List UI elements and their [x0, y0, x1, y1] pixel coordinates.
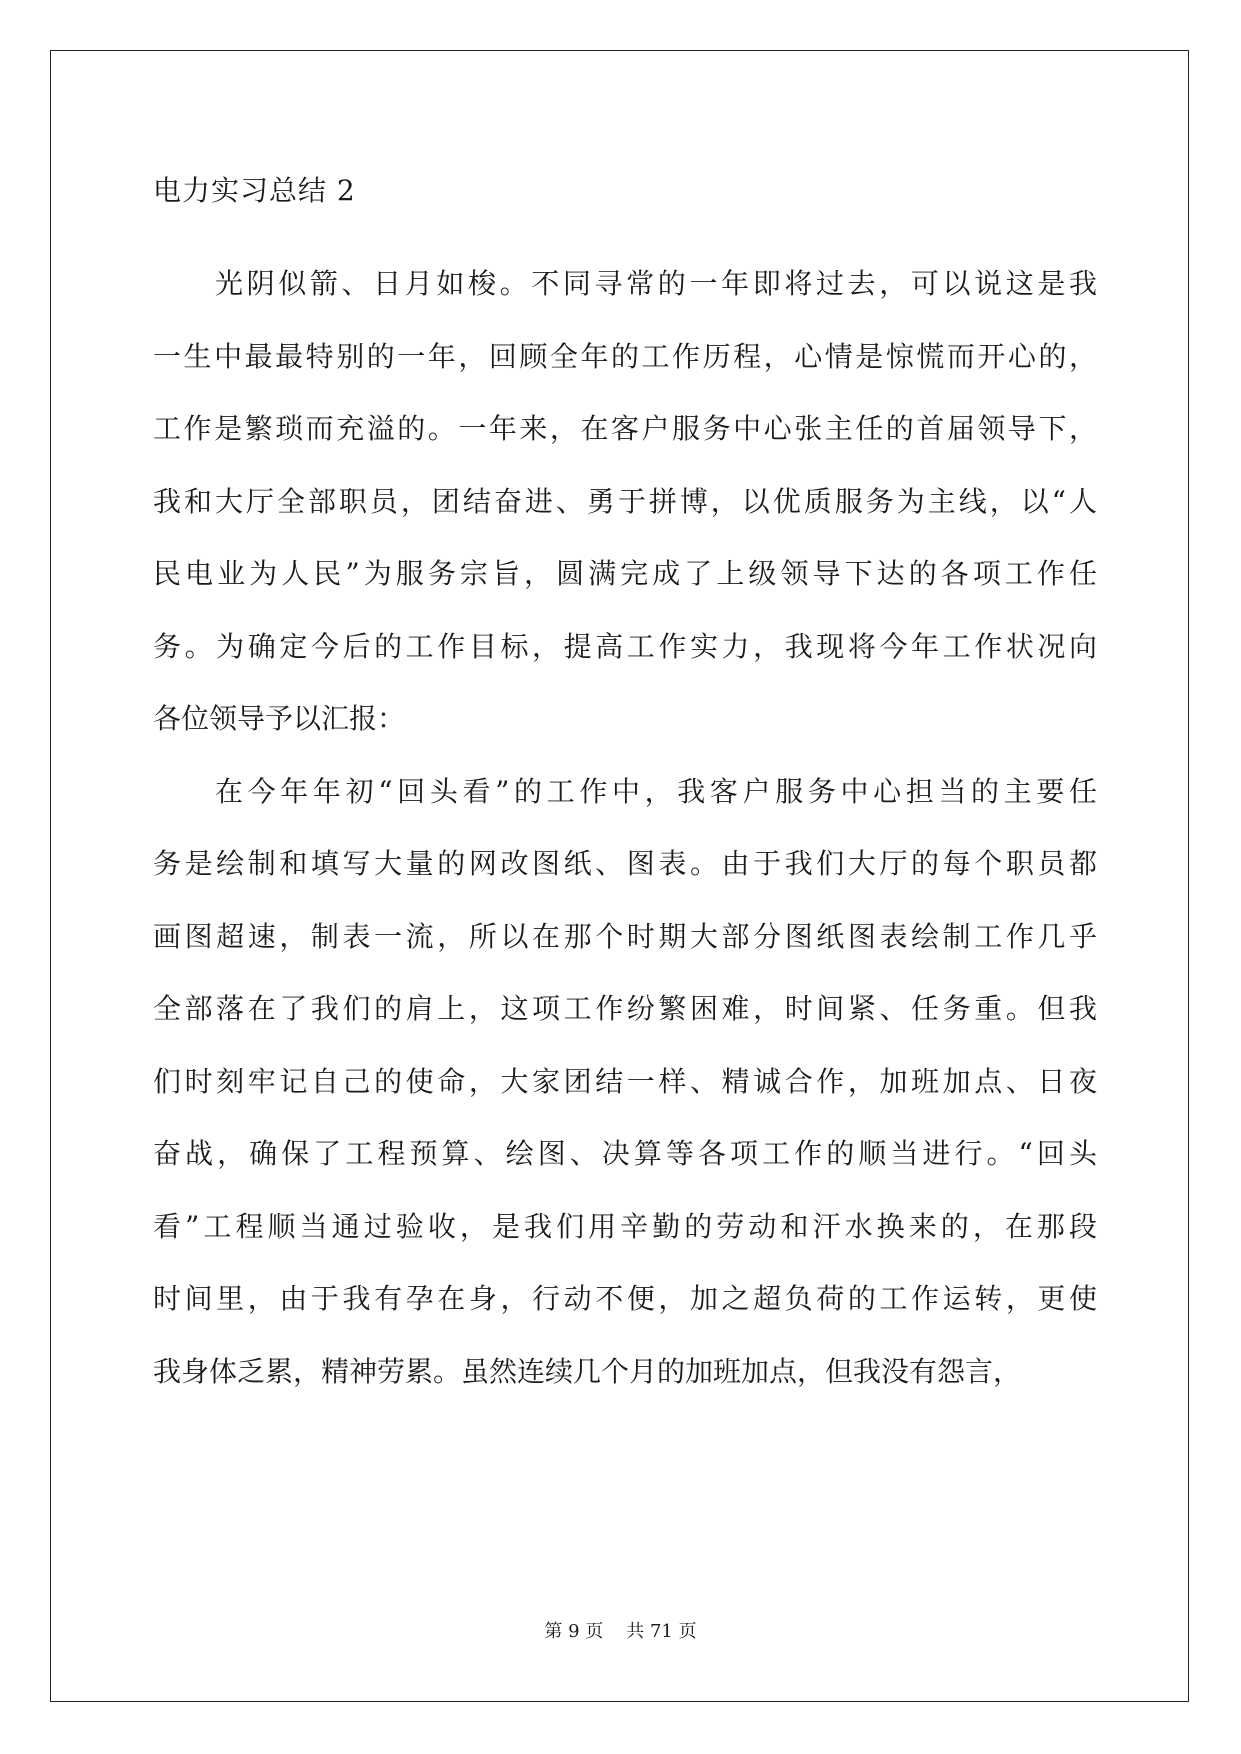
- page-number: 第 9 页: [544, 1621, 604, 1642]
- text-line: 时间里，由于我有孕在身，行动不便，加之超负荷的工作运转，更使: [153, 1282, 1097, 1315]
- page-total: 共 71 页: [626, 1621, 697, 1642]
- document-title: 电力实习总结 2: [153, 174, 356, 207]
- text-line: 全部落在了我们的肩上，这项工作纷繁困难，时间紧、任务重。但我: [153, 992, 1097, 1025]
- text-line: 们时刻牢记自己的使命，大家团结一样、精诚合作，加班加点、日夜: [153, 1065, 1097, 1098]
- text-line: 我身体乏累，精神劳累。虽然连续几个月的加班加点，但我没有怨言，: [153, 1355, 1022, 1388]
- page-footer: [0, 1620, 1241, 1644]
- text-line: 务是绘制和填写大量的网改图纸、图表。由于我们大厅的每个职员都: [153, 847, 1097, 880]
- text-line: 民电业为人民”为服务宗旨，圆满完成了上级领导下达的各项工作任: [153, 557, 1097, 590]
- text-line: 务。为确定今后的工作目标，提高工作实力，我现将今年工作状况向: [153, 630, 1097, 663]
- text-line: 我和大厅全部职员，团结奋进、勇于拼博，以优质服务为主线，以“人: [153, 485, 1097, 518]
- text-line: 看”工程顺当通过验收，是我们用辛勤的劳动和汗水换来的，在那段: [153, 1210, 1097, 1243]
- text-line: 在今年年初“回头看”的工作中，我客户服务中心担当的主要任: [215, 775, 1097, 808]
- text-line: 奋战，确保了工程预算、绘图、决算等各项工作的顺当进行。“回头: [153, 1137, 1097, 1170]
- text-line: 光阴似箭、日月如梭。不同寻常的一年即将过去，可以说这是我: [215, 267, 1097, 300]
- text-line: 各位领导予以汇报：: [153, 702, 406, 735]
- text-line: 画图超速，制表一流，所以在那个时期大部分图纸图表绘制工作几乎: [153, 920, 1097, 953]
- text-line: 一生中最最特别的一年，回顾全年的工作历程，心情是惊慌而开心的，: [153, 340, 1097, 373]
- text-line: 工作是繁琐而充溢的。一年来，在客户服务中心张主任的首届领导下，: [153, 412, 1097, 445]
